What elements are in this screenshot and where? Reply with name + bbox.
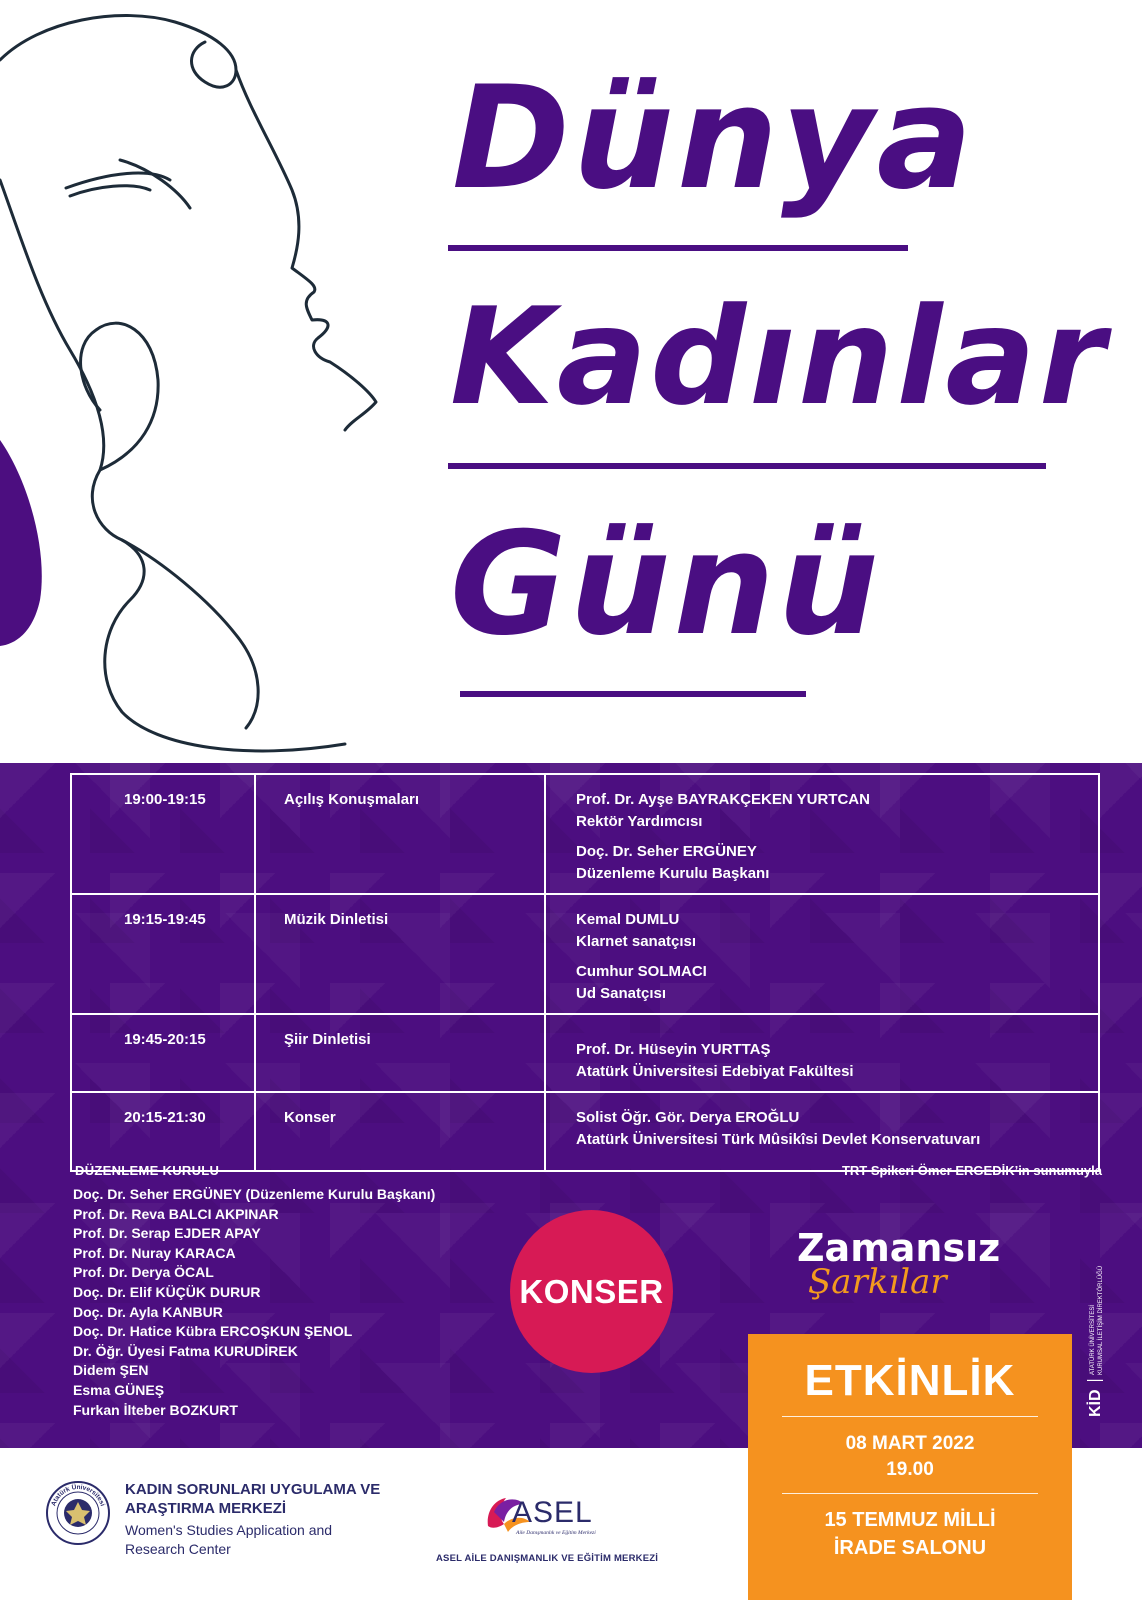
event-venue-line2: İRADE SALONU — [833, 1537, 987, 1559]
person-name: Prof. Dr. Ayşe BAYRAKÇEKEN YURTCAN — [576, 791, 870, 808]
committee-member: Doç. Dr. Seher ERGÜNEY (Düzenleme Kurulu Başkanı) — [73, 1186, 436, 1202]
program-row — [71, 774, 1099, 894]
presenter-note: TRT Spikeri Ömer ERGEDİK’in sunumuyla — [841, 1163, 1102, 1178]
committee-member: Prof. Dr. Nuray KARACA — [73, 1244, 236, 1261]
program-title: Konser — [255, 1092, 545, 1171]
university-seal-logo — [45, 1480, 111, 1546]
series-title-zamansiz: Zamansız — [797, 1226, 1001, 1270]
kid-logo — [1078, 1205, 1108, 1420]
committee-member: Esma GÜNEŞ — [73, 1381, 165, 1398]
person-role: Rektör Yardımcısı — [576, 813, 703, 830]
center-en-line2: Research Center — [125, 1541, 231, 1557]
program-time: 19:15-19:45 — [71, 894, 255, 1014]
center-name-en — [125, 1521, 332, 1559]
program-table — [70, 773, 1100, 1172]
committee-member: Doç. Dr. Elif KÜÇÜK DURUR — [73, 1283, 261, 1300]
person-role: Ud Sanatçısı — [576, 985, 667, 1002]
program-row — [71, 1092, 1099, 1171]
svg-text:Atatürk Üniversitesi: Atatürk Üniversitesi — [50, 1483, 106, 1508]
program-person — [576, 1039, 1098, 1083]
center-name-line2: ARAŞTIRMA MERKEZİ — [125, 1500, 287, 1517]
program-people — [545, 894, 1099, 1014]
asel-full-name: ASEL AİLE DANIŞMANLIK VE EĞİTİM MERKEZİ — [436, 1553, 659, 1564]
center-name-tr — [125, 1480, 380, 1518]
event-divider-2 — [782, 1493, 1038, 1494]
konser-badge — [510, 1210, 673, 1373]
konser-label: KONSER — [519, 1272, 664, 1310]
committee-member: Didem ŞEN — [73, 1362, 149, 1379]
program-person — [576, 1107, 1098, 1151]
series-title-sarkilar: Şarkılar — [808, 1262, 947, 1302]
event-label: ETKİNLİK — [804, 1356, 1016, 1405]
program-people — [545, 1014, 1099, 1092]
person-name: Cumhur SOLMACI — [576, 963, 707, 980]
committee-member: Doç. Dr. Hatice Kübra ERCOŞKUN ŞENOL — [73, 1323, 353, 1340]
event-divider-1 — [782, 1416, 1038, 1417]
center-name-line1: KADIN SORUNLARI UYGULAMA VE — [125, 1481, 381, 1498]
kid-mark: KİD — [1087, 1389, 1104, 1417]
program-person — [576, 961, 1098, 1005]
event-info-box — [748, 1334, 1072, 1600]
person-name: Prof. Dr. Hüseyin YURTTAŞ — [576, 1041, 771, 1058]
title-underline-3 — [460, 691, 806, 697]
event-venue-line1: 15 TEMMUZ MİLLİ — [824, 1509, 996, 1531]
committee-member: Furkan İlteber BOZKURT — [73, 1401, 238, 1418]
asel-logo — [480, 1482, 610, 1540]
title-word-kadinlar: Kadınlar — [450, 279, 1108, 435]
program-people — [545, 1092, 1099, 1171]
committee-member: Prof. Dr. Derya ÖCAL — [73, 1264, 214, 1281]
person-role: Klarnet sanatçısı — [576, 933, 697, 950]
asel-wordmark: ASEL — [512, 1496, 593, 1529]
program-people — [545, 774, 1099, 894]
program-row — [71, 894, 1099, 1014]
program-title: Müzik Dinletisi — [255, 894, 545, 1014]
program-row — [71, 1014, 1099, 1092]
program-time: 19:00-19:15 — [71, 774, 255, 894]
program-person — [576, 789, 1098, 833]
event-date: 08 MART 2022 — [845, 1433, 975, 1454]
program-time: 20:15-21:30 — [71, 1092, 255, 1171]
title-underline-1 — [448, 245, 908, 251]
title-word-dunya: Dünya — [452, 56, 976, 221]
program-person — [576, 841, 1098, 885]
event-venue — [748, 1506, 1072, 1562]
committee-member: Dr. Öğr. Üyesi Fatma KURUDİREK — [73, 1342, 298, 1359]
purple-accent-shape — [0, 440, 42, 646]
committee-heading: DÜZENLEME KURULU — [75, 1163, 220, 1178]
kid-line1: ATATÜRK ÜNİVERSİTESİ — [1090, 1304, 1096, 1375]
asel-tagline: Aile Danışmanlık ve Eğitim Merkezi — [516, 1530, 596, 1536]
person-role: Atatürk Üniversitesi Türk Mûsikîsi Devlet Konservatuvarı — [576, 1131, 981, 1148]
event-time: 19.00 — [886, 1459, 934, 1480]
program-time: 19:45-20:15 — [71, 1014, 255, 1092]
committee-member: Prof. Dr. Reva BALCI AKPINAR — [73, 1205, 279, 1222]
program-title: Açılış Konuşmaları — [255, 774, 545, 894]
title-underline-2 — [448, 463, 1046, 469]
kid-line2: KURUMSAL İLETİŞİM DİREKTÖRLÜĞÜ — [1098, 1265, 1104, 1375]
person-role: Atatürk Üniversitesi Edebiyat Fakültesi — [576, 1063, 854, 1080]
committee-member: Doç. Dr. Ayla KANBUR — [73, 1303, 223, 1320]
program-person — [576, 909, 1098, 953]
woman-face-line-art — [0, 0, 400, 770]
title-word-gunu: Günü — [450, 502, 882, 667]
center-en-line1: Women's Studies Application and — [125, 1522, 333, 1538]
person-name: Kemal DUMLU — [576, 911, 680, 928]
program-title: Şiir Dinletisi — [255, 1014, 545, 1092]
person-name: Doç. Dr. Seher ERGÜNEY — [576, 843, 757, 860]
person-name: Solist Öğr. Gör. Derya EROĞLU — [576, 1109, 800, 1126]
committee-member: Prof. Dr. Serap EJDER APAY — [73, 1225, 261, 1242]
committee-list — [73, 1185, 435, 1420]
person-role: Düzenleme Kurulu Başkanı — [576, 865, 770, 882]
